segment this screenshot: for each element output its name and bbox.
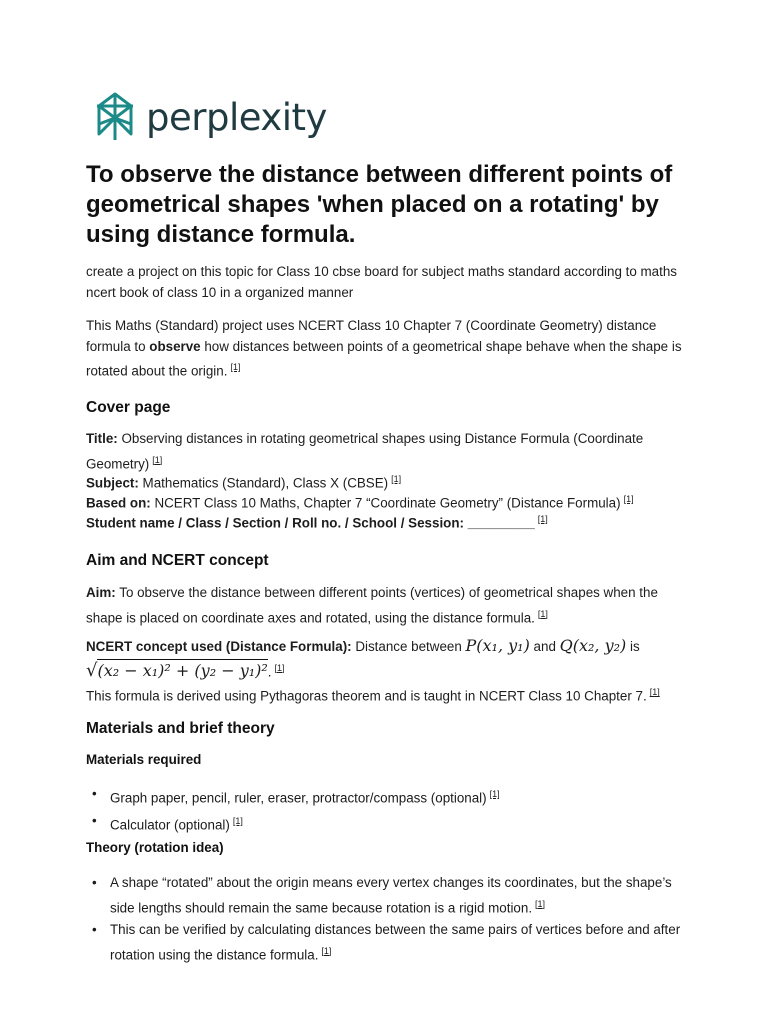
citation-link[interactable]: [1] bbox=[274, 662, 285, 673]
bullet-icon: • bbox=[92, 875, 97, 890]
list-item bbox=[92, 873, 682, 918]
formula-end: . bbox=[267, 663, 272, 679]
cover-based-label: Based on: bbox=[86, 495, 151, 511]
sqrt-symbol: √ bbox=[86, 659, 98, 681]
bullet-icon: • bbox=[92, 922, 97, 937]
section-heading-materials: Materials and brief theory bbox=[86, 720, 275, 737]
cover-subject-label: Subject: bbox=[86, 475, 139, 491]
formula-body: (x₂ − x₁)² + (y₂ − y₁)² bbox=[97, 660, 268, 680]
bullet-icon: • bbox=[92, 786, 97, 801]
list-item-text: Calculator (optional) bbox=[110, 817, 230, 833]
subheading-theory: Theory (rotation idea) bbox=[86, 840, 224, 855]
citation-link[interactable]: [1] bbox=[489, 789, 500, 799]
concept-label: NCERT concept used (Distance Formula): bbox=[86, 639, 352, 654]
intro-text-post: how distances between points of a geometrical shape behave when the shape is rotated about the origin. bbox=[86, 338, 682, 379]
intro-text-pre: This Maths (Standard) project uses NCERT Class 10 Chapter 7 (Coordinate Geometry) distance formula to bbox=[86, 318, 657, 354]
cover-student-label: Student name / Class / Section / Roll no. / School / Session: _________ bbox=[86, 515, 535, 531]
concept-derived-text: This formula is derived using Pythagoras theorem and is taught in NCERT Class 10 Chapter 7. bbox=[86, 688, 647, 704]
aim-label: Aim: bbox=[86, 585, 116, 600]
perplexity-logo[interactable] bbox=[94, 92, 327, 142]
cover-title-label: Title: bbox=[86, 431, 118, 446]
citation-link[interactable]: [1] bbox=[321, 945, 332, 956]
page-title: To observe the distance between different points of geometrical shapes 'when placed on a rotating' by using distance formula. bbox=[86, 161, 673, 248]
section-heading-aim: Aim and NCERT concept bbox=[86, 552, 269, 569]
perplexity-logo-icon bbox=[94, 92, 136, 142]
and-text: and bbox=[529, 639, 560, 654]
citation-link[interactable]: [1] bbox=[535, 898, 546, 909]
list-item-text: This can be verified by calculating distances between the same pairs of vertices before and after rotation using the distance formula. bbox=[110, 922, 681, 962]
point-p: P(x₁, y₁) bbox=[465, 636, 530, 655]
brand-name: perplexity bbox=[146, 95, 327, 139]
is-text: is bbox=[626, 639, 640, 654]
cover-title-value: Observing distances in rotating geometrical shapes using Distance Formula (Coordinate Geometry) bbox=[86, 431, 644, 471]
cover-title-line bbox=[86, 429, 686, 474]
list-item bbox=[92, 811, 682, 836]
citation-link[interactable]: [1] bbox=[152, 454, 163, 465]
citation-link[interactable]: [1] bbox=[537, 608, 548, 619]
list-item bbox=[92, 784, 682, 809]
distance-formula bbox=[86, 661, 268, 683]
subheading-materials-required: Materials required bbox=[86, 752, 202, 767]
intro-paragraph bbox=[86, 316, 686, 382]
aim-paragraph bbox=[86, 583, 686, 628]
concept-text: Distance between bbox=[351, 639, 466, 654]
cover-based-value: NCERT Class 10 Maths, Chapter 7 “Coordinate Geometry” (Distance Formula) bbox=[150, 495, 621, 511]
cover-student-line bbox=[86, 509, 686, 534]
citation-link[interactable]: [1] bbox=[623, 494, 634, 504]
bullet-icon: • bbox=[92, 813, 97, 828]
user-prompt: create a project on this topic for Class 10 cbse board for subject maths standard according to maths ncert book of class 10 in a organized manner bbox=[86, 264, 677, 300]
list-item bbox=[92, 920, 682, 965]
list-item-text: A shape “rotated” about the origin means every vertex changes its coordinates, but the shape’s side lengths should remain the same because rotation is a rigid motion. bbox=[110, 875, 672, 915]
citation-link[interactable]: [1] bbox=[230, 362, 241, 372]
aim-value: To observe the distance between different points (vertices) of geometrical shapes when the shape is placed on coordinate axes and rotated, using the distance formula. bbox=[86, 585, 658, 625]
citation-link[interactable]: [1] bbox=[232, 816, 243, 826]
intro-bold: observe bbox=[149, 338, 201, 354]
citation-link[interactable]: [1] bbox=[649, 687, 660, 698]
cover-subject-value: Mathematics (Standard), Class X (CBSE) bbox=[138, 475, 389, 491]
citation-link[interactable]: [1] bbox=[537, 514, 548, 524]
concept-paragraph bbox=[86, 636, 686, 707]
citation-link[interactable]: [1] bbox=[391, 474, 402, 484]
list-item-text: Graph paper, pencil, ruler, eraser, protractor/compass (optional) bbox=[110, 790, 487, 806]
section-heading-cover: Cover page bbox=[86, 399, 171, 416]
point-q: Q(x₂, y₂) bbox=[559, 636, 627, 655]
